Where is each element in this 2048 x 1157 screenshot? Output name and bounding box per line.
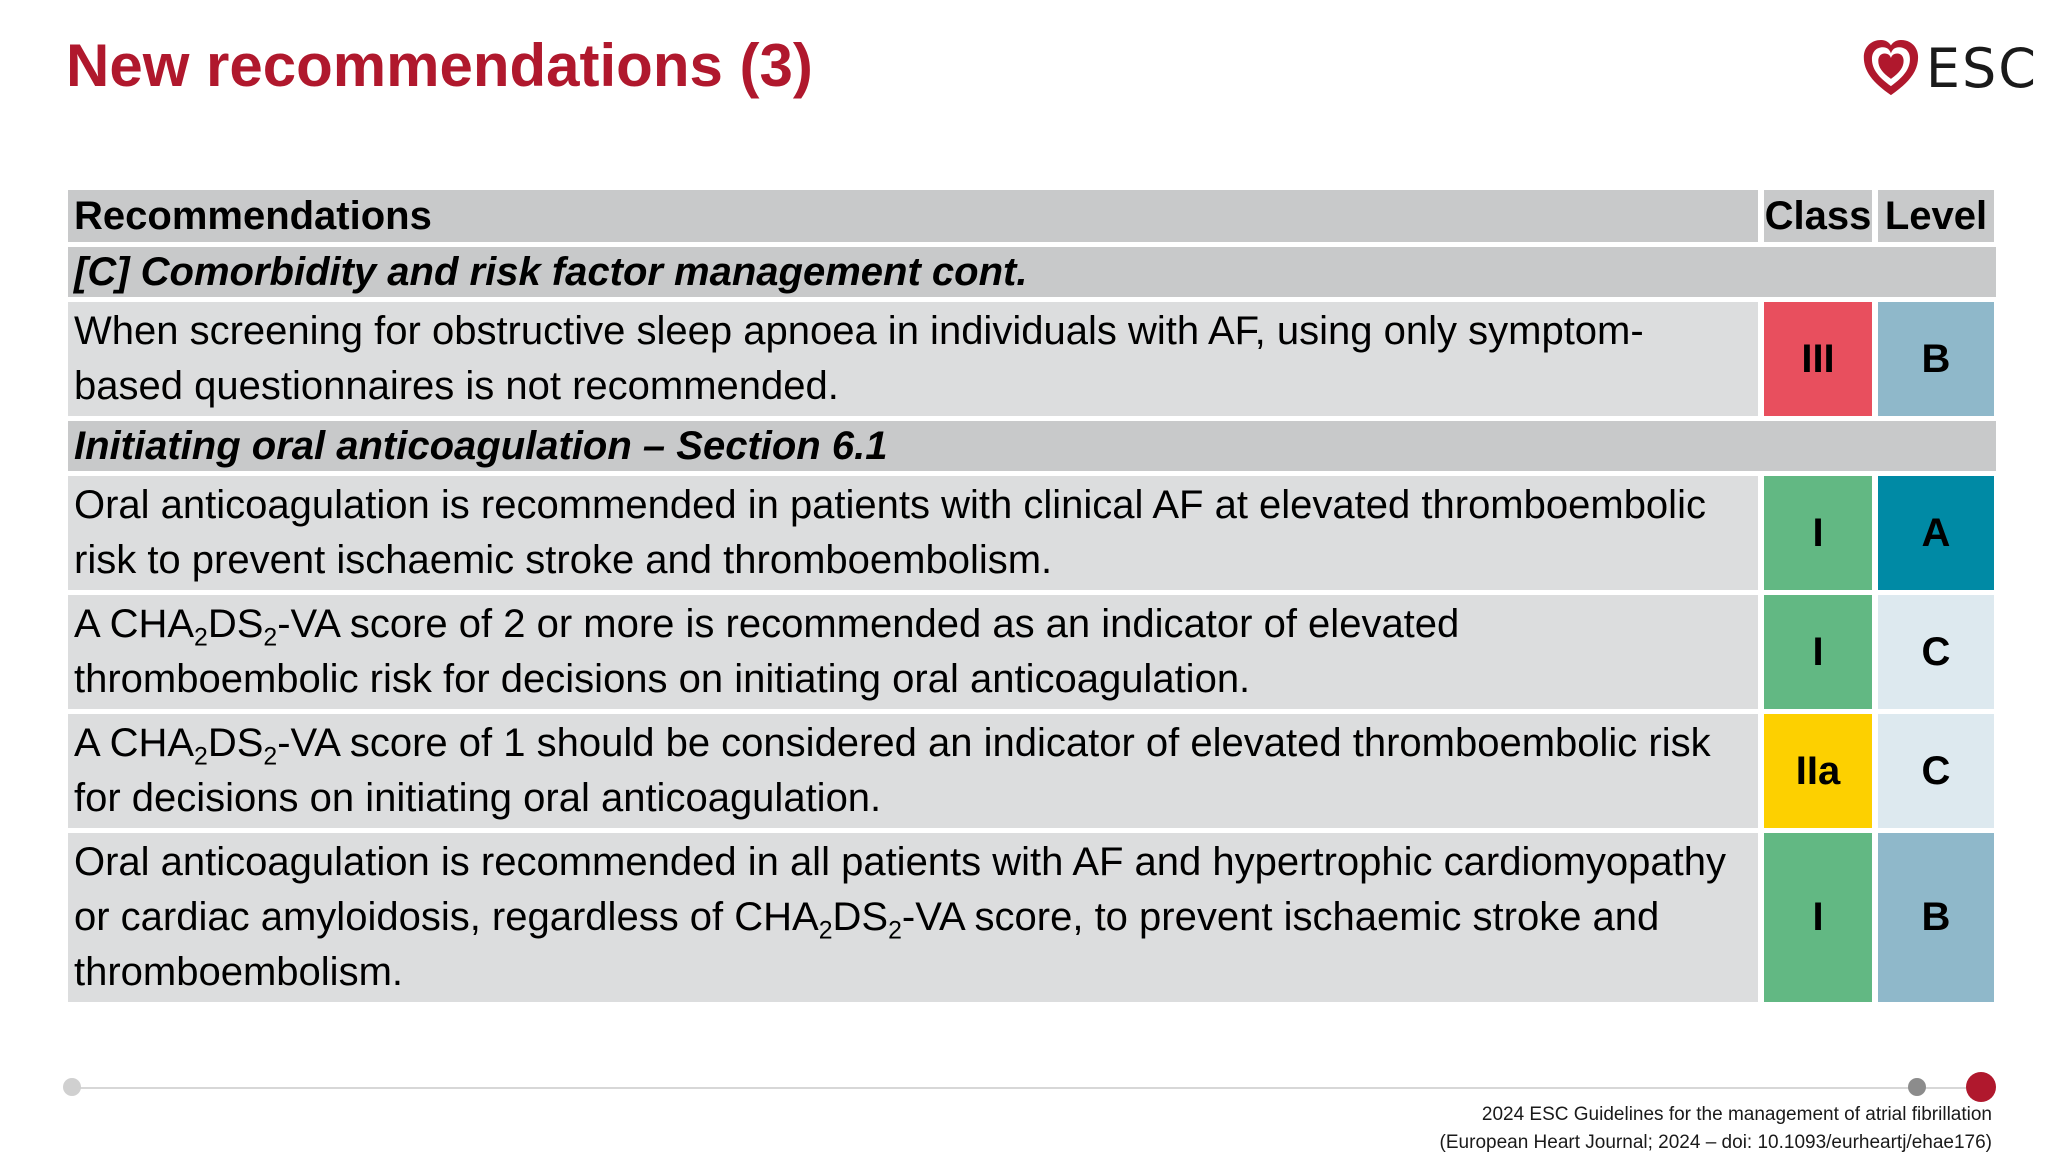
logo-text: ESC [1925, 36, 2038, 100]
header-class: Class [1764, 190, 1872, 242]
text-part: DS [207, 721, 264, 765]
recommendation-text: When screening for obstructive sleep apnoea in individuals with AF, using only symptom-based questionnaires is not recommended. [68, 302, 1758, 416]
table-row [68, 833, 1996, 1002]
recommendation-text [68, 833, 1758, 1002]
progress-line [72, 1087, 1982, 1089]
level-badge: C [1878, 595, 1994, 709]
table-row [68, 302, 1996, 416]
class-badge: IIa [1764, 714, 1872, 828]
esc-logo [1862, 32, 2038, 104]
table-header-row [68, 190, 1996, 242]
class-badge: I [1764, 476, 1872, 590]
class-badge: I [1764, 833, 1872, 1002]
text-part: A CHA [74, 602, 195, 646]
subscript: 2 [818, 917, 833, 945]
text-part: DS [207, 602, 264, 646]
level-badge: C [1878, 714, 1994, 828]
class-badge: I [1764, 595, 1872, 709]
recommendation-text [68, 595, 1758, 709]
text-part: -VA score of 1 should be considered an indicator of elevated thromboembolic risk for decisions on initiating oral anticoagulation. [74, 721, 1711, 820]
citation [1440, 1101, 1992, 1157]
level-badge: B [1878, 302, 1994, 416]
subscript: 2 [194, 743, 208, 771]
citation-line-1: 2024 ESC Guidelines for the management of atrial fibrillation [1481, 1104, 1992, 1125]
text-part: -VA score of 2 or more is recommended as an indicator of elevated thromboembolic risk for decisions on initiating oral anticoagulation. [74, 602, 1460, 701]
text-part: -VA score, to prevent ischaemic stroke and thromboembolism. [74, 895, 1660, 994]
subscript: 2 [194, 624, 208, 652]
text-part: Oral anticoagulation is recommended in all patients with AF and hypertrophic cardiomyopathy or cardiac amyloidosis, regardless of CHA [74, 840, 1726, 939]
recommendations-table [68, 190, 1996, 1007]
header-level: Level [1878, 190, 1994, 242]
recommendation-text [68, 714, 1758, 828]
level-badge: A [1878, 476, 1994, 590]
page-title: New recommendations (3) [66, 32, 813, 99]
table-row [68, 595, 1996, 709]
table-row [68, 714, 1996, 828]
subscript: 2 [888, 917, 902, 945]
section-heading: Initiating oral anticoagulation – Section 6.1 [68, 421, 1996, 471]
progress-end-dot [1966, 1072, 1996, 1102]
subscript: 2 [263, 624, 278, 652]
text-part: A CHA [74, 721, 195, 765]
citation-line-2: (European Heart Journal; 2024 – doi: 10.1093/eurheartj/ehae176) [1439, 1132, 1992, 1153]
heart-logo-icon [1862, 34, 1920, 102]
section-heading: [C] Comorbidity and risk factor management cont. [68, 247, 1996, 297]
class-badge: III [1764, 302, 1872, 416]
progress-mid-dot [1908, 1078, 1926, 1096]
progress-start-dot [63, 1078, 81, 1096]
recommendation-text: Oral anticoagulation is recommended in patients with clinical AF at elevated thromboembolic risk to prevent ischaemic stroke and thromboembolism. [68, 476, 1758, 590]
header-recommendations: Recommendations [68, 190, 1758, 242]
level-badge: B [1878, 833, 1994, 1002]
subscript: 2 [263, 743, 278, 771]
text-part: DS [832, 895, 889, 939]
table-row [68, 476, 1996, 590]
